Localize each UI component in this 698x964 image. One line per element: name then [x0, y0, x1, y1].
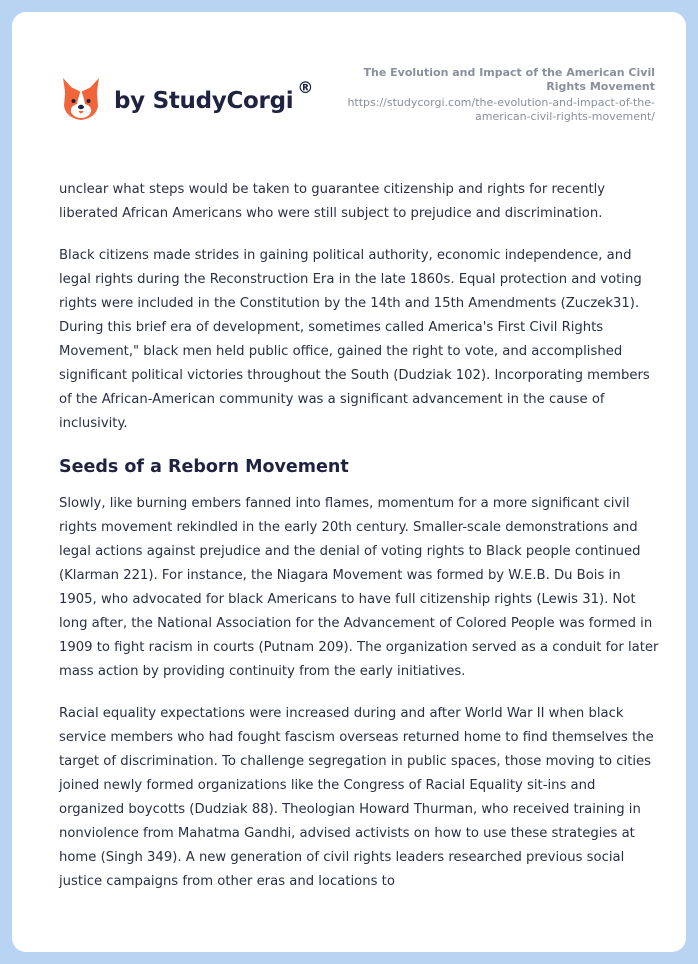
document-page — [12, 12, 686, 952]
studycorgi-logo[interactable] — [60, 76, 313, 122]
registered-mark: ® — [297, 77, 314, 97]
document-body — [59, 178, 659, 912]
document-title: The Evolution and Impact of the American Civil Rights Movement — [363, 66, 655, 93]
page-header — [12, 12, 686, 152]
corgi-icon — [60, 76, 102, 122]
paragraph: Slowly, like burning embers fanned into flames, momentum for a more significant civil rights movement rekindled in the early 20th century. Smaller-scale demonstrations and legal actions against prejudice and the denial of voting rights to Black people continued (Klarman 221). For instance, the Niagara Movement was formed by W.E.B. Du Bois in 1905, who advocated for black Americans to have full citizenship rights (Lewis 31). Not long after, the National Association for the Advancement of Colored People was formed in 1909 to fight racism in courts (Putnam 209). The organization served as a conduit for later mass action by providing continuity from the early initiatives. — [59, 496, 659, 679]
paragraph: Black citizens made strides in gaining political authority, economic independence, and legal rights during the Reconstruction Era in the late 1860s. Equal protection and voting rights were included in the Constitution by the 14th and 15th Amendments (Zuczek31). During this brief era of development, sometimes called America's First Civil Rights Movement," black men held public office, gained the right to vote, and accomplished significant political victories throughout the South (Dudziak 102). Incorporating members of the African-American community was a significant advancement in the cause of inclusivity. — [59, 248, 650, 431]
paragraph: Racial equality expectations were increased during and after World War II when black service members who had fought fascism overseas returned home to find themselves the target of discrimination. To challenge segregation in public spaces, those moving to cities joined newly formed organizations like the Congress of Racial Equality sit-ins and organized boycotts (Dudziak 88). Theologian Howard Thurman, who received training in nonviolence from Mahatma Gandhi, advised activists on how to use these strategies at home (Singh 349). A new generation of civil rights leaders researched previous social justice campaigns from other eras and locations to — [59, 706, 654, 889]
paragraph: unclear what steps would be taken to guarantee citizenship and rights for recently liberated African Americans who were still subject to prejudice and discrimination. — [59, 182, 606, 221]
document-url[interactable]: https://studycorgi.com/the-evolution-and-impact-of-the-american-civil-rights-movement/ — [347, 96, 655, 123]
section-heading: Seeds of a Reborn Movement — [59, 457, 349, 477]
document-meta — [325, 66, 655, 124]
brand-name: by StudyCorgi — [114, 88, 294, 114]
